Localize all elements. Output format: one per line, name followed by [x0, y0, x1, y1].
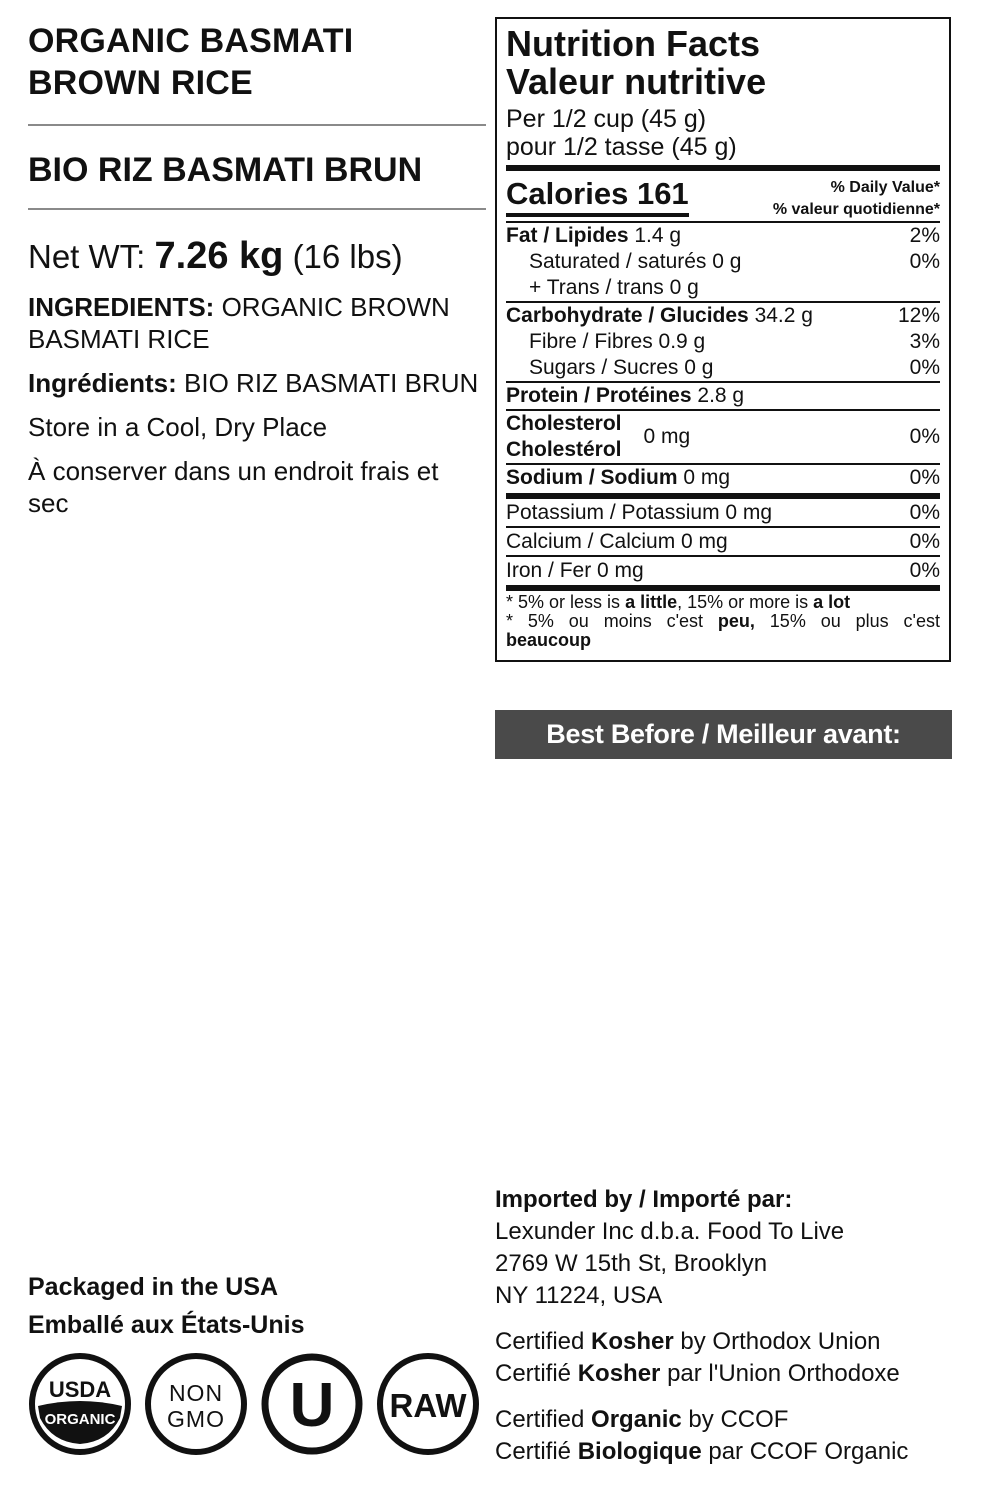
trans-label: + Trans / trans 0 g: [529, 276, 699, 299]
nutrient-row-fat: [506, 223, 940, 249]
nutrient-row-sugars: [506, 355, 940, 381]
ingredients-fr-text: BIO RIZ BASMATI BRUN: [184, 368, 479, 398]
footnote-fr-word: plus: [855, 611, 889, 631]
net-wt-lbs: (16 lbs): [292, 238, 403, 275]
non-text: NON: [168, 1380, 224, 1406]
fat-label: Fat / Lipides: [506, 224, 629, 247]
nutrient-row-protein: [506, 383, 940, 409]
footnote-fr-word: c'est: [666, 611, 704, 631]
packaged-en: Packaged in the USA: [28, 1273, 279, 1301]
kosher-en-c: by Orthodox Union: [680, 1328, 881, 1355]
packaged-in: [28, 1268, 304, 1344]
ingredients-text: ORGANIC BROWN BASMATI RICE: [28, 292, 450, 354]
product-info: [28, 20, 486, 519]
kosher-fr-c: par l'Union Orthodoxe: [667, 1360, 900, 1387]
importer-label: Imported by / Importé par:: [495, 1186, 793, 1213]
storage-fr: À conserver dans un endroit frais et sec: [28, 456, 439, 518]
ingredients-label: INGREDIENTS:: [28, 292, 215, 322]
kosher-en-b: Kosher: [591, 1328, 674, 1355]
footnote-fr-word: moins: [603, 611, 652, 631]
kosher-fr-b: Kosher: [577, 1360, 661, 1387]
footnote-fr-word: c'est: [903, 611, 940, 631]
footnote-en: [506, 593, 940, 612]
fat-pct: 2%: [909, 224, 940, 247]
carb-label: Carbohydrate / Glucides: [506, 304, 749, 327]
sodium-label: Sodium / Sodium: [506, 466, 678, 489]
footnote-en-a: * 5% or less is: [506, 592, 621, 612]
non-gmo-logo: [144, 1352, 248, 1456]
product-title-fr: BIO RIZ BASMATI BRUN: [28, 151, 423, 189]
sodium-pct: 0%: [909, 466, 940, 489]
kosher-en-a: Certified: [495, 1328, 585, 1355]
footnote-fr-word: ou: [568, 611, 589, 631]
ou-text: U: [289, 1371, 335, 1440]
organic-en-b: Organic: [591, 1406, 682, 1433]
organic-fr-a: Certifié: [495, 1438, 572, 1465]
saturated-pct: 0%: [909, 250, 940, 273]
iron-pct: 0%: [909, 559, 940, 582]
usda-organic-logo: [28, 1352, 132, 1456]
footnote-fr-word: ou: [820, 611, 841, 631]
organic-fr-b: Biologique: [577, 1438, 702, 1465]
storage-en: Store in a Cool, Dry Place: [28, 412, 328, 442]
serving-size-en: Per 1/2 cup (45 g): [506, 105, 707, 133]
footnote-en-b: a little: [625, 592, 678, 612]
nutrient-row-saturated: [506, 249, 940, 275]
protein-label: Protein / Protéines: [506, 384, 692, 407]
nutrition-facts-table: [495, 17, 951, 662]
organic-certification: [495, 1404, 965, 1468]
raw-logo: [376, 1352, 480, 1456]
gmo-text: GMO: [167, 1406, 225, 1432]
saturated-label: Saturated / saturés 0 g: [529, 250, 742, 273]
net-weight: [28, 234, 486, 279]
footnote-fr-word: *: [506, 611, 514, 631]
raw-text: RAW: [389, 1387, 467, 1424]
iron-label: Iron / Fer 0 mg: [506, 559, 644, 582]
net-wt-label: Net WT:: [28, 238, 146, 275]
kosher-fr-a: Certifié: [495, 1360, 572, 1387]
ingredients-en: [28, 291, 486, 355]
potassium-label: Potassium / Potassium 0 mg: [506, 501, 773, 524]
potassium-pct: 0%: [909, 501, 940, 524]
calories-row: [506, 171, 940, 221]
daily-value-header: [773, 177, 940, 221]
best-before-bar: Best Before / Meilleur avant:: [495, 710, 952, 759]
ingredients-fr: [28, 367, 486, 399]
net-wt-kg: 7.26 kg: [154, 235, 284, 277]
kosher-certification: [495, 1326, 965, 1390]
footnote: [506, 593, 940, 650]
organic-fr-c: par CCOF Organic: [708, 1438, 909, 1465]
usda-text: USDA: [48, 1377, 112, 1402]
fibre-pct: 3%: [909, 330, 940, 353]
nutrient-row-sodium: [506, 465, 940, 491]
nutrient-row-trans: [506, 275, 940, 301]
ou-kosher-logo: [260, 1352, 364, 1456]
nutrient-row-iron: [506, 557, 940, 584]
footnote-en-c: , 15% or more is: [677, 592, 809, 612]
nutrition-title-en: Nutrition Facts: [506, 23, 761, 64]
fat-value: 1.4 g: [634, 224, 682, 247]
dv-en: % Daily Value*: [830, 179, 940, 196]
certification-logos: [28, 1352, 488, 1457]
calcium-pct: 0%: [909, 530, 940, 553]
divider: [28, 124, 486, 126]
divider: [506, 585, 940, 591]
organic-en-a: Certified: [495, 1406, 585, 1433]
product-title-en: [28, 20, 486, 104]
sugars-pct: 0%: [909, 356, 940, 379]
organic-text: ORGANIC: [44, 1411, 116, 1428]
serving-size-fr: pour 1/2 tasse (45 g): [506, 133, 737, 161]
packaged-fr: Emballé aux États-Unis: [28, 1311, 305, 1339]
ingredients-fr-label: Ingrédients:: [28, 368, 177, 398]
sugars-label: Sugars / Sucres 0 g: [529, 356, 714, 379]
importer-info: [495, 1184, 965, 1468]
organic-en-c: by CCOF: [688, 1406, 789, 1433]
importer-line2: 2769 W 15th St, Brooklyn: [495, 1250, 768, 1277]
fibre-label: Fibre / Fibres 0.9 g: [529, 330, 706, 353]
cholesterol-value: 0 mg: [643, 425, 691, 448]
importer-line3: NY 11224, USA: [495, 1282, 663, 1309]
importer-line1: Lexunder Inc d.b.a. Food To Live: [495, 1218, 845, 1245]
footnote-fr-word: 15%: [769, 611, 806, 631]
footnote-fr-last: beaucoup: [506, 630, 592, 650]
protein-value: 2.8 g: [697, 384, 745, 407]
footnote-fr-word: 5%: [527, 611, 554, 631]
cholesterol-label-fr: Cholestérol: [506, 438, 622, 461]
nutrient-row-cholesterol: [506, 411, 940, 463]
nutrient-row-calcium: [506, 528, 940, 555]
title-en-line1: ORGANIC BASMATI: [28, 22, 354, 60]
nutrient-row-potassium: [506, 499, 940, 526]
dv-fr: % valeur quotidienne*: [772, 201, 940, 218]
footnote-en-d: a lot: [813, 592, 851, 612]
nutrient-row-carb: [506, 303, 940, 329]
nutrition-title-fr: Valeur nutritive: [506, 61, 767, 102]
footnote-fr: [506, 612, 940, 631]
carb-pct: 12%: [897, 304, 940, 327]
sodium-value: 0 mg: [683, 466, 731, 489]
carb-value: 34.2 g: [754, 304, 813, 327]
cholesterol-pct: 0%: [909, 425, 940, 448]
nutrient-row-fibre: [506, 329, 940, 355]
calories-label: Calories 161: [506, 177, 689, 217]
cholesterol-label-en: Cholesterol: [506, 412, 622, 435]
title-en-line2: BROWN RICE: [28, 64, 253, 102]
footnote-fr-word: peu,: [717, 611, 755, 631]
calcium-label: Calcium / Calcium 0 mg: [506, 530, 728, 553]
divider: [28, 208, 486, 210]
